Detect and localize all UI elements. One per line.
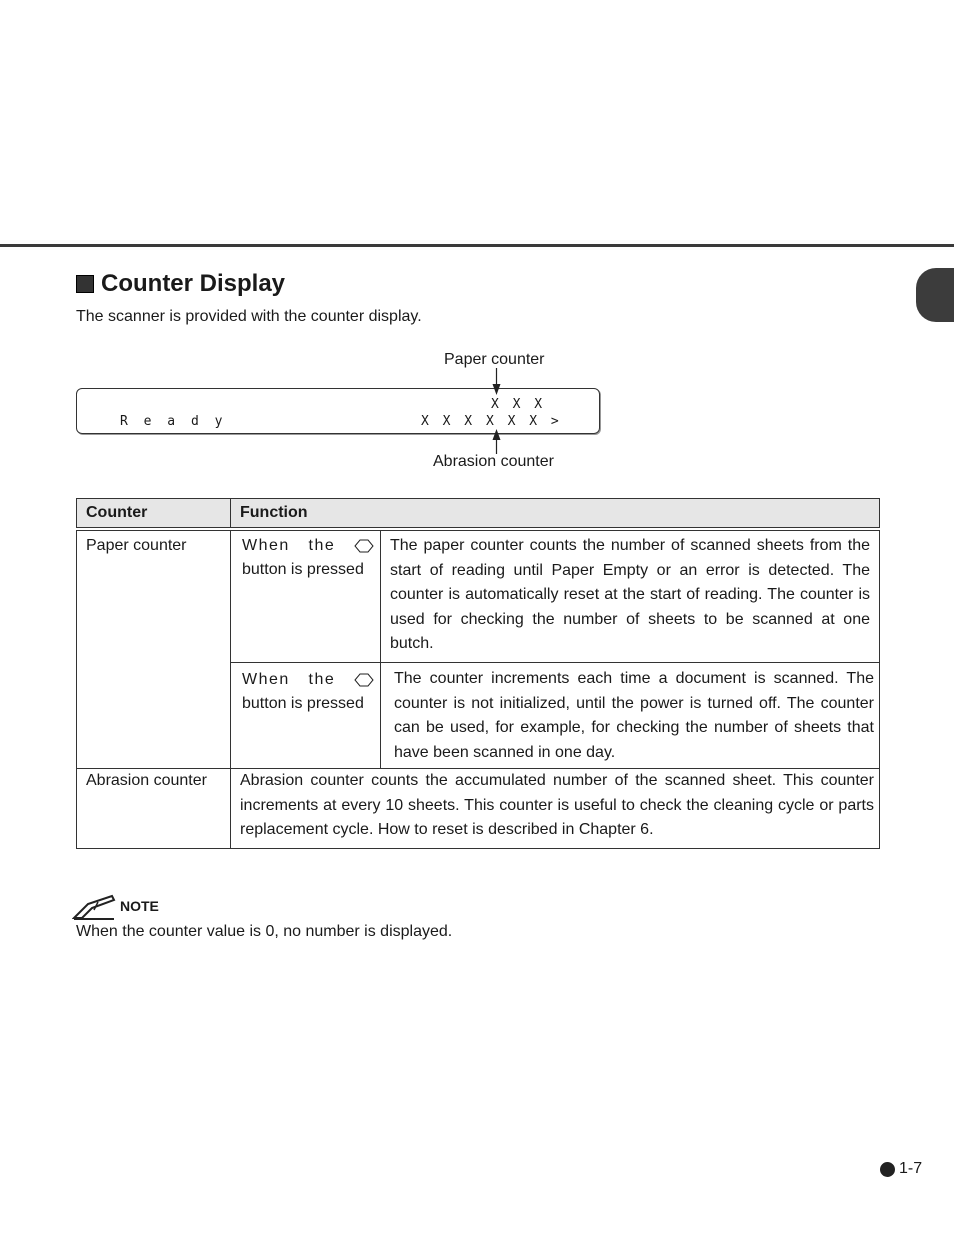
abrasion-counter-name: Abrasion counter <box>86 772 207 789</box>
paper-counter-description-2: The counter increments each time a document is scanned. The counter is not initialized, until the power is turned off. The counter can be used, for example, for checking the number of sheets that have been scanned in one day. <box>394 670 874 761</box>
section-title-text: Counter Display <box>101 270 286 297</box>
condition-cell: When the button is pressed <box>242 534 374 582</box>
header-counter: Counter <box>86 504 148 521</box>
note-text: When the counter value is 0, no number is displayed. <box>76 923 453 940</box>
lcd-abrasion-counter-value: X X X X X X > <box>421 414 562 429</box>
abrasion-counter-description: Abrasion counter counts the accumulated number of the scanned sheet. This counter increments at every 10 sheets. This counter is useful to check the cleaning cycle or parts replacement cycle. How to reset is described in Chapter 6. <box>240 772 874 839</box>
condition-cell: When the button is pressed <box>242 668 374 716</box>
page-number <box>880 1160 922 1178</box>
paper-counter-label: Paper counter <box>444 351 545 368</box>
intro-text: The scanner is provided with the counter display. <box>76 308 422 325</box>
pencil-note-icon <box>72 892 118 922</box>
lcd-paper-counter-value: X X X <box>491 397 546 412</box>
diagram-arrows <box>0 0 954 500</box>
paper-counter-name: Paper counter <box>86 537 187 554</box>
bullet-dot-icon <box>880 1162 895 1177</box>
page-number-text: 1-7 <box>899 1160 923 1177</box>
diamond-button-icon <box>354 538 374 554</box>
lcd-status-text: R e a d y <box>120 414 227 429</box>
abrasion-counter-label: Abrasion counter <box>433 453 554 470</box>
header-function: Function <box>240 504 308 521</box>
diamond-button-icon <box>354 672 374 688</box>
note-label: NOTE <box>120 898 159 914</box>
paper-counter-description-1: The paper counter counts the number of scanned sheets from the start of reading until Paper Empty or an error is detected. The counter is automatically reset at the start of reading. The counter is used for checking the number of sheets to be scanned at one butch. <box>390 537 870 653</box>
table-header <box>76 498 880 528</box>
